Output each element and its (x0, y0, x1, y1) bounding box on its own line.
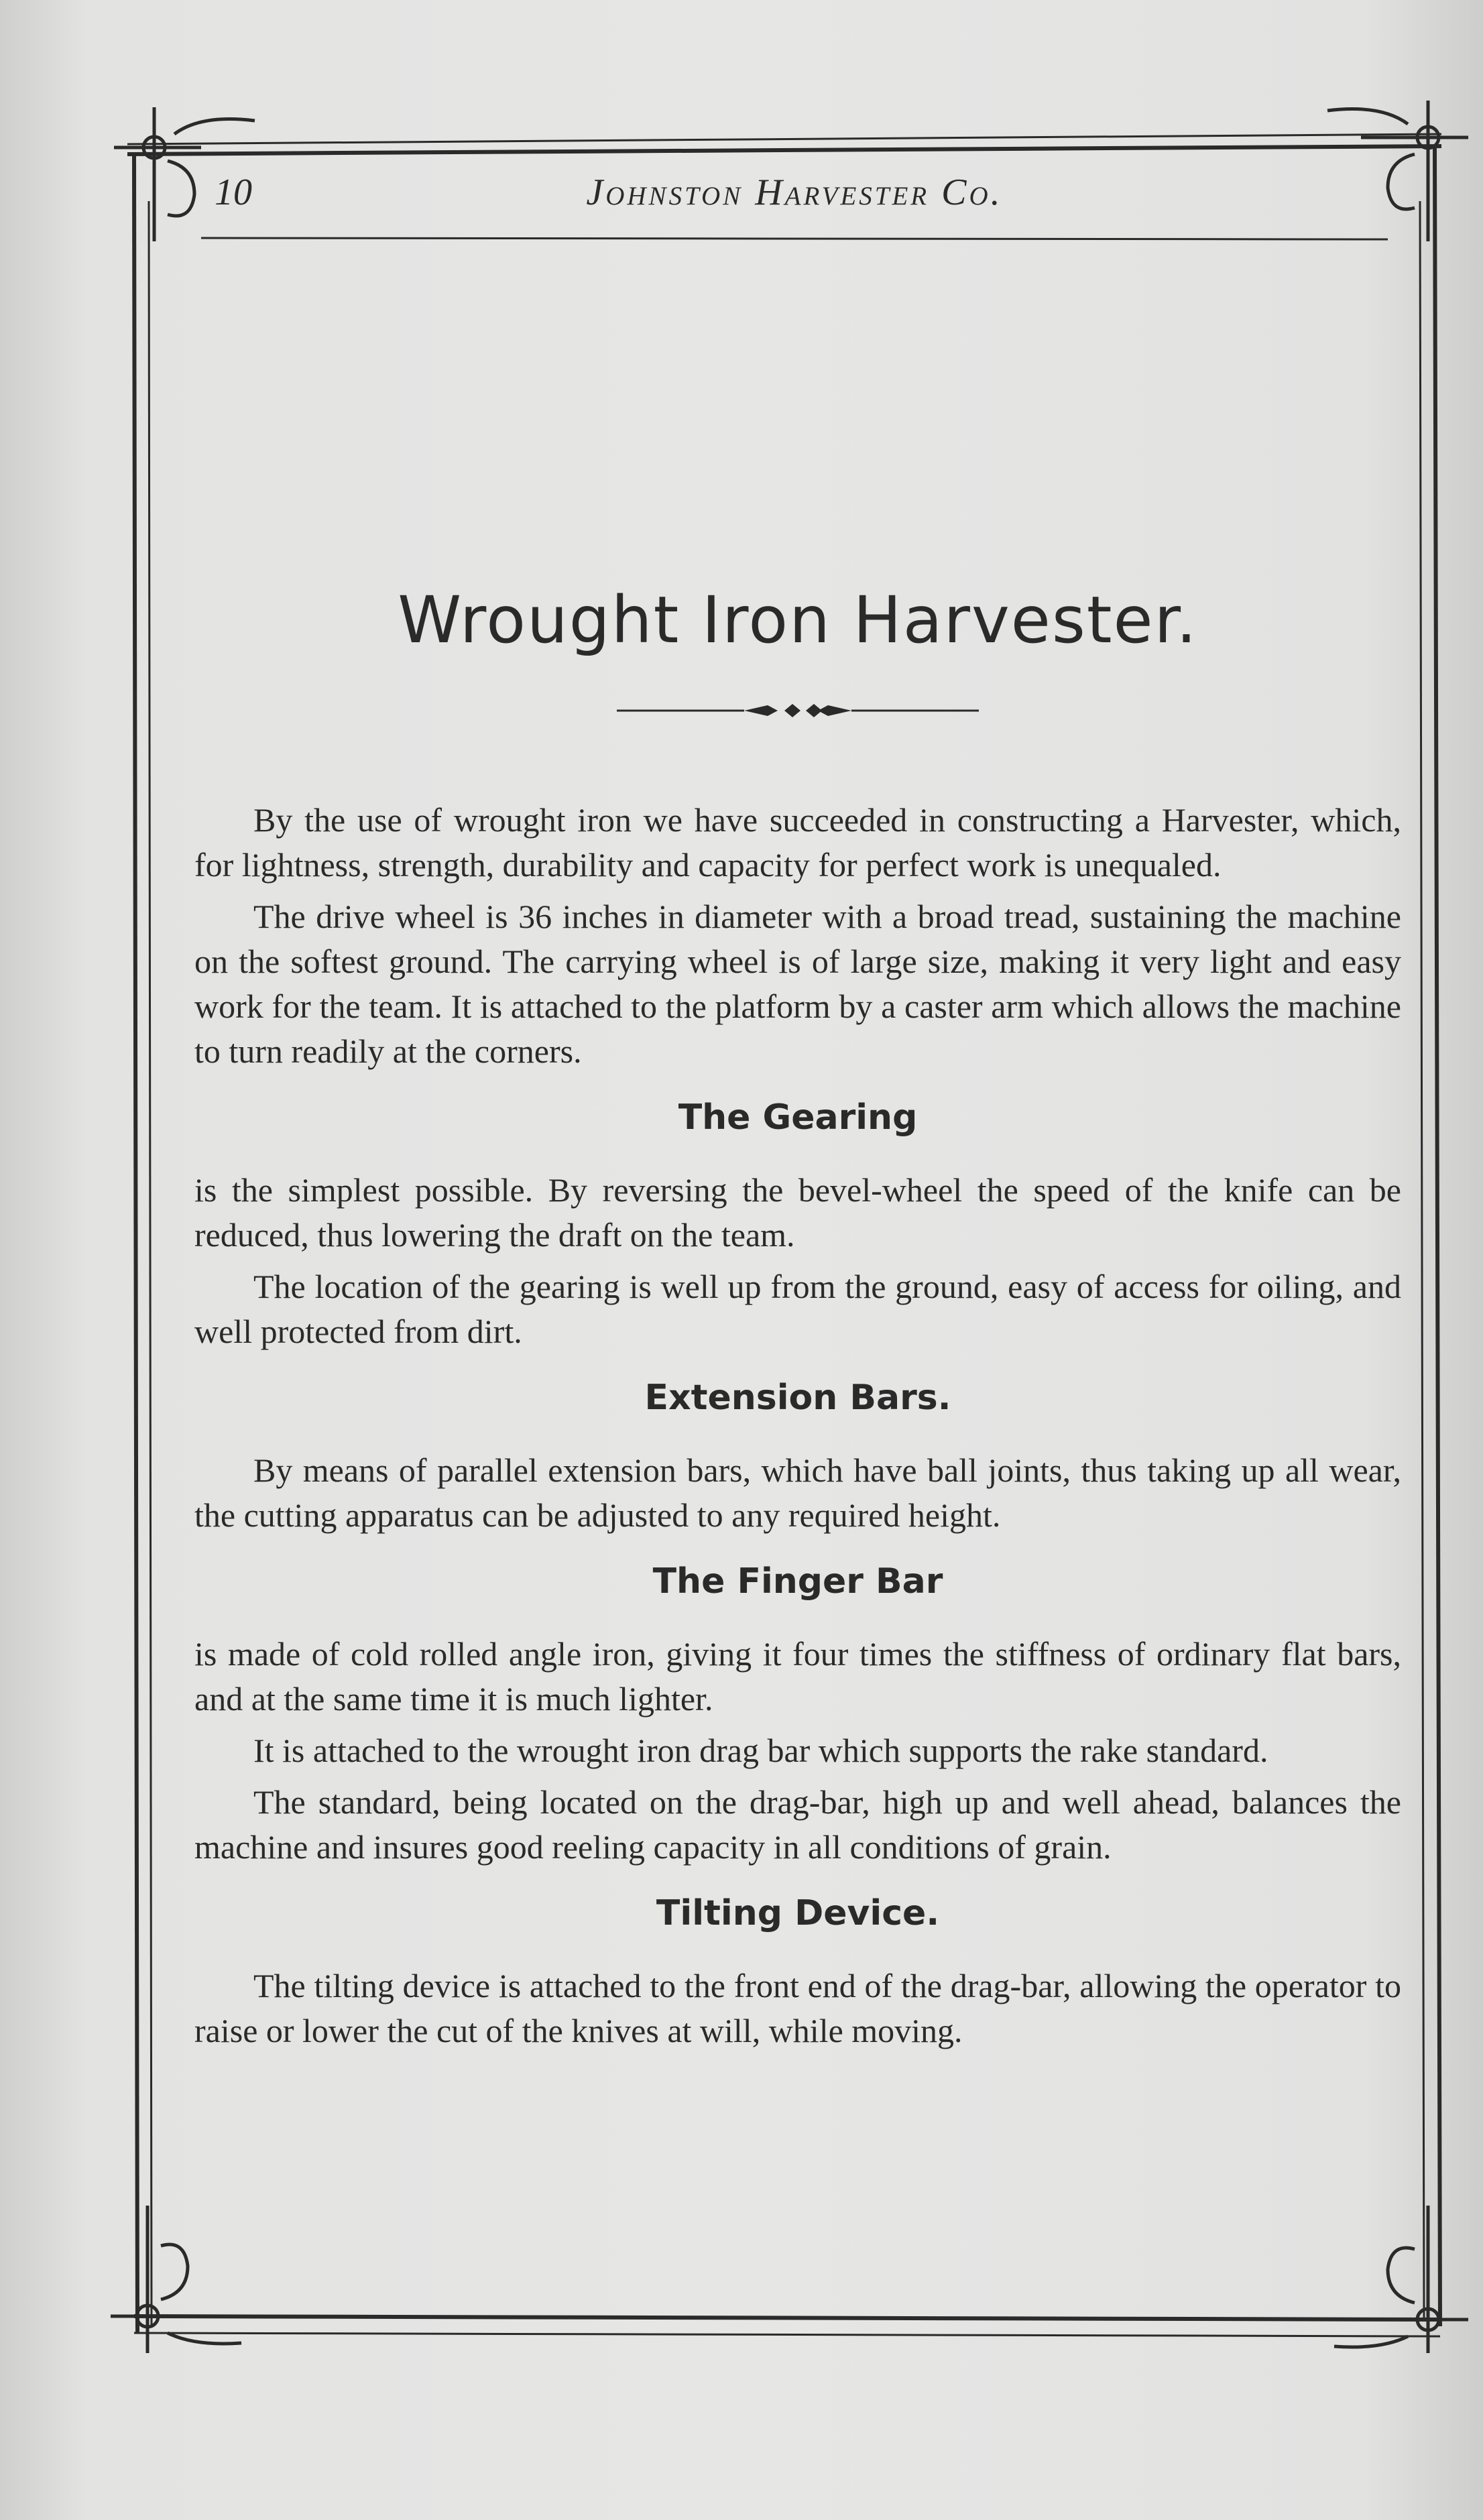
intro-paragraph-2: The drive wheel is 36 inches in diameter with a broad tread, sustaining the machine on the softest ground. The carrying wheel is of large size, making it very light and easy work for the team. It is attached to the platform by a caster arm which allows the machine to turn readily at the corners. (194, 898, 1401, 1070)
finger-bar-paragraph-3: The standard, being located on the drag-bar, high up and well ahead, balances the machine and insures good reeling capacity in all conditions of grain. (194, 1783, 1401, 1866)
finger-bar-paragraph-2: It is attached to the wrought iron drag bar which supports the rake standard. (253, 1732, 1268, 1769)
section-heading-tilting-device: Tilting Device. (656, 1893, 940, 1933)
page-title: Wrought Iron Harvester. (398, 583, 1198, 658)
page-content (194, 577, 1401, 2060)
gearing-paragraph-1: is the simplest possible. By reversing the bevel-wheel the speed of the knife can be reduced, thus lowering the draft on the team. (194, 1171, 1401, 1254)
intro-paragraph-1: By the use of wrought iron we have succeeded in constructing a Harvester, which, for lightness, strength, durability and capacity for perfect work is unequaled. (194, 801, 1401, 884)
section-heading-extension-bars: Extension Bars. (644, 1378, 951, 1418)
corner-ornament-bottom-right (1334, 2206, 1468, 2353)
finger-bar-paragraph-1: is made of cold rolled angle iron, giving it four times the stiffness of ordinary flat bars, and at the same time it is much lighter. (194, 1635, 1401, 1718)
gearing-paragraph-2: The location of the gearing is well up from the ground, easy of access for oiling, and well protected from dirt. (194, 1268, 1401, 1350)
section-heading-finger-bar: The Finger Bar (652, 1561, 943, 1602)
corner-ornament-bottom-left (111, 2206, 241, 2353)
article-body (194, 798, 1401, 2053)
extension-paragraph-1: By means of parallel extension bars, which have ball joints, thus taking up all wear, the cutting apparatus can be adjusted to any required height. (194, 1451, 1401, 1534)
running-title: Johnston Harvester Co. (586, 172, 1003, 213)
page-number: 10 (215, 172, 252, 213)
tilting-paragraph-1: The tilting device is attached to the front end of the drag-bar, allowing the operator to raise or lower the cut of the knives at will, while moving. (194, 1967, 1401, 2049)
title-ornament (617, 697, 979, 724)
running-header (201, 171, 1388, 225)
section-heading-gearing: The Gearing (678, 1097, 918, 1138)
